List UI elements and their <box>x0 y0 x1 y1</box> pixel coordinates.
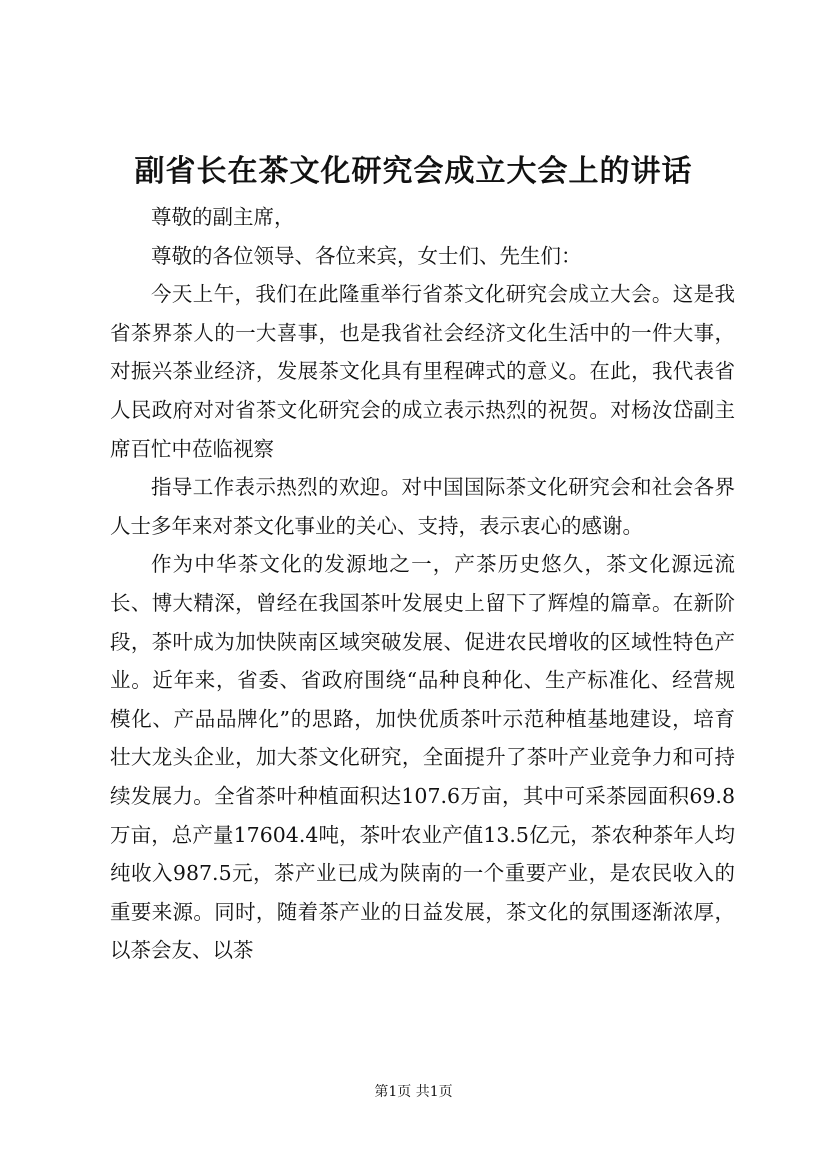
body-paragraph: 作为中华茶文化的发源地之一，产茶历史悠久，茶文化源远流长、博大精深，曾经在我国茶叶发展史上留下了辉煌的篇章。在新阶段，茶叶成为加快陕南区域突破发展、促进农民增收的区域性特色产业。近年来，省委、省政府围绕“品种良种化、生产标准化、经营规模化、产品品牌化”的思路，加快优质茶叶示范种植基地建设，培育壮大龙头企业，加大茶文化研究，全面提升了茶叶产业竞争力和可持续发展力。全省茶叶种植面积达107.6万亩，其中可采茶园面积69.8万亩，总产量17604.4吨，茶叶农业产值13.5亿元，茶农种茶年人均纯收入987.5元，茶产业已成为陕南的一个重要产业，是农民收入的重要来源。同时，随着茶产业的日益发展，茶文化的氛围逐渐浓厚，以茶会友、以茶 <box>110 552 735 963</box>
salutation-paragraph: 尊敬的各位领导、各位来宾，女士们、先生们： <box>151 243 582 268</box>
page-footer: 第1页 共1页 <box>374 1084 453 1100</box>
page-title: 副省长在茶文化研究会成立大会上的讲话 <box>134 154 693 189</box>
body-paragraph: 指导工作表示热烈的欢迎。对中国国际茶文化研究会和社会各界人士多年来对茶文化事业的关心、支持，表示衷心的感谢。 <box>110 475 735 538</box>
salutation-paragraph: 尊敬的副主席， <box>151 205 295 229</box>
body-paragraph: 今天上午，我们在此隆重举行省茶文化研究会成立大会。这是我省茶界茶人的一大喜事，也是我省社会经济文化生活中的一件大事，对振兴茶业经济，发展茶文化具有里程碑式的意义。在此，我代表省人民政府对对省茶文化研究会的成立表示热烈的祝贺。对杨汝岱副主席百忙中莅临视察 <box>110 282 735 461</box>
document-body <box>110 198 735 970</box>
